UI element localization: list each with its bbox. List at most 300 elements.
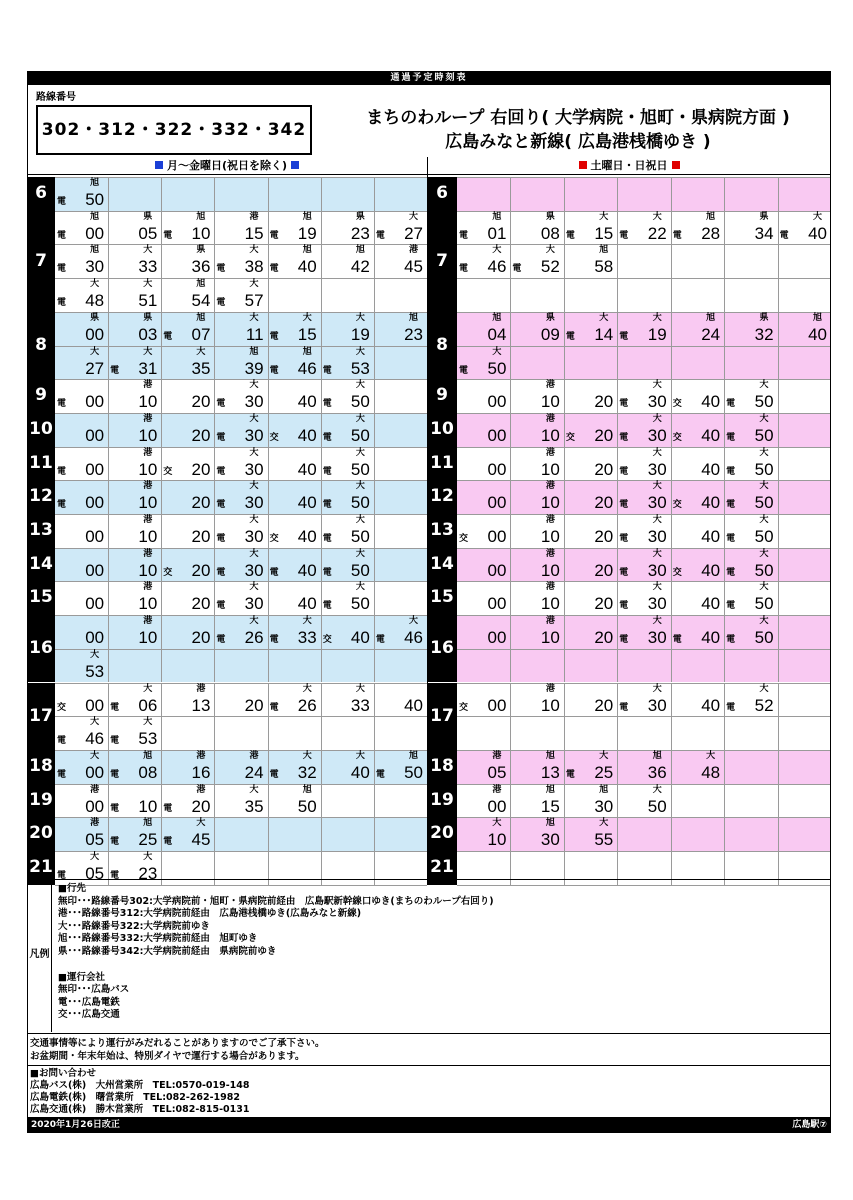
departure-entry — [564, 750, 617, 783]
departure-entry — [55, 817, 108, 850]
departure-minute: 00 — [487, 425, 507, 445]
departure-minute: 46 — [297, 358, 317, 378]
column-divider — [724, 817, 725, 851]
departure-entry — [321, 413, 374, 446]
departure-entry — [457, 244, 510, 277]
operator-mark: 交 — [672, 432, 682, 443]
departure-minute: 40 — [297, 257, 317, 277]
departure-minute: 20 — [191, 594, 211, 614]
destination-mark: 大 — [355, 380, 365, 391]
departure-entry — [268, 750, 321, 783]
departure-entry — [617, 615, 670, 648]
row-divider — [55, 649, 427, 650]
departure-entry — [321, 615, 374, 648]
departure-minute: 33 — [350, 695, 370, 715]
departure-minute: 11 — [245, 324, 264, 344]
hour-cell: 6 — [427, 177, 457, 211]
destination-mark: 大 — [599, 211, 609, 222]
contact-title: ■お問い合わせ — [30, 1068, 96, 1079]
column-divider — [724, 784, 725, 818]
operator-mark: 電 — [57, 500, 67, 511]
departure-minute: 53 — [350, 358, 370, 378]
departure-minute: 50 — [754, 628, 774, 648]
departure-entry — [564, 244, 617, 277]
hour-cell: 12 — [27, 480, 55, 514]
column-divider — [321, 817, 322, 851]
hour-cell: 18 — [27, 750, 55, 784]
column-divider — [778, 413, 779, 447]
destination-mark: 旭 — [302, 245, 312, 256]
operator-mark: 電 — [110, 803, 120, 814]
operator-mark: 電 — [216, 567, 226, 578]
departure-entry — [55, 683, 108, 716]
departure-entry — [321, 514, 374, 547]
departure-minute: 50 — [754, 527, 774, 546]
departure-entry — [108, 312, 161, 345]
departure-entry — [161, 817, 214, 850]
operator-mark: 電 — [216, 264, 226, 275]
departure-minute: 27 — [85, 358, 105, 378]
departure-minute: 10 — [540, 392, 560, 412]
departure-minute: 26 — [297, 695, 317, 715]
operator-mark: 電 — [110, 837, 120, 848]
destination-mark: 大 — [759, 481, 769, 492]
departure-minute: 52 — [754, 695, 774, 715]
note-line: お盆期間・年末年始は、特別ダイヤで運行する場合があります。 — [30, 1051, 305, 1062]
destination-mark: 県 — [196, 245, 206, 256]
destination-mark: 大 — [249, 616, 259, 627]
destination-mark: 県 — [90, 312, 100, 323]
destination-mark: 旭 — [492, 312, 502, 323]
operator-mark: 電 — [375, 230, 385, 241]
destination-mark: 大 — [143, 717, 153, 728]
operator-mark: 電 — [57, 399, 67, 410]
operator-mark: 電 — [565, 230, 575, 241]
destination-mark: 港 — [545, 582, 555, 593]
departure-minute: 00 — [487, 560, 507, 580]
departure-minute: 40 — [297, 459, 317, 479]
column-divider — [374, 548, 375, 582]
operator-mark: 電 — [269, 702, 279, 713]
destination-mark: 大 — [249, 481, 259, 492]
departure-minute: 30 — [540, 830, 560, 850]
departure-entry — [55, 581, 108, 614]
departure-minute: 25 — [138, 830, 158, 850]
departure-minute: 30 — [647, 628, 667, 648]
operator-mark: 電 — [216, 399, 226, 410]
destination-mark: 大 — [249, 582, 259, 593]
departure-entry — [161, 211, 214, 244]
destination-mark: 港 — [143, 616, 153, 627]
departure-entry — [671, 683, 724, 716]
departure-entry — [724, 379, 777, 412]
row-divider — [457, 851, 831, 852]
hour-cell: 9 — [27, 379, 55, 413]
destination-mark: 県 — [355, 211, 365, 222]
departure-entry — [724, 615, 777, 648]
departure-entry — [374, 750, 427, 783]
destination-mark: 港 — [196, 750, 206, 761]
departure-entry — [55, 312, 108, 345]
departure-minute: 10 — [138, 392, 158, 412]
destination-mark: 大 — [355, 515, 365, 525]
destination-mark: 大 — [599, 312, 609, 323]
departure-minute: 10 — [540, 493, 560, 513]
departure-minute: 01 — [487, 223, 507, 243]
destination-line: 大･･･路線番号322:大学病院前ゆき — [58, 920, 210, 932]
departure-minute: 10 — [540, 628, 560, 648]
departure-entry — [457, 817, 510, 850]
departure-entry — [321, 581, 374, 614]
departure-entry — [108, 211, 161, 244]
departure-entry — [564, 784, 617, 817]
hour-cell: 18 — [427, 750, 457, 784]
departure-minute: 14 — [594, 324, 614, 344]
departure-minute: 46 — [404, 628, 423, 648]
departure-minute: 50 — [297, 796, 317, 816]
departure-minute: 40 — [701, 628, 721, 648]
departure-entry — [214, 514, 267, 547]
departure-entry — [617, 750, 670, 783]
departure-entry — [617, 480, 670, 513]
departure-entry — [564, 211, 617, 244]
departure-entry — [671, 750, 724, 783]
column-divider — [778, 480, 779, 514]
departure-minute: 00 — [487, 527, 507, 546]
departure-minute: 54 — [191, 291, 211, 311]
departure-minute: 20 — [191, 459, 211, 479]
departure-minute: 30 — [647, 560, 667, 580]
destination-mark: 旭 — [599, 784, 609, 795]
hour-cell: 14 — [27, 548, 55, 582]
holiday-day-label: 土曜日・日祝日 — [590, 159, 668, 172]
destination-mark: 大 — [652, 683, 662, 694]
departure-minute: 34 — [754, 223, 774, 243]
operator-mark: 電 — [726, 702, 736, 713]
operator-mark: 電 — [322, 466, 332, 477]
destination-mark: 旭 — [545, 784, 555, 795]
destination-mark: 大 — [759, 515, 769, 525]
departure-entry — [55, 548, 108, 581]
square-marker-icon — [155, 161, 163, 169]
operator-line: 無印･･･広島バス — [58, 984, 130, 996]
column-divider — [321, 177, 322, 211]
operator-mark: 電 — [322, 500, 332, 511]
departure-minute: 30 — [647, 459, 667, 479]
operator-mark: 電 — [163, 837, 173, 848]
departure-entry — [510, 413, 563, 446]
departure-minute: 10 — [138, 459, 158, 479]
destination-mark: 港 — [408, 245, 418, 256]
weekday-day-label: 月～金曜日(祝日を除く) — [166, 159, 288, 172]
operator-mark: 電 — [269, 567, 279, 578]
column-divider — [374, 413, 375, 447]
departure-entry — [268, 413, 321, 446]
operator-mark: 電 — [512, 264, 522, 275]
top-label: 通過予定時刻表 — [27, 71, 831, 85]
destination-mark: 大 — [355, 582, 365, 593]
destination-mark: 大 — [355, 312, 365, 323]
operator-mark: 電 — [322, 534, 332, 544]
destination-mark: 港 — [545, 616, 555, 627]
departure-minute: 10 — [191, 223, 211, 243]
departure-entry — [724, 211, 777, 244]
destination-mark: 県 — [545, 312, 555, 323]
departure-minute: 35 — [244, 796, 264, 816]
departure-minute: 53 — [138, 729, 158, 749]
departure-entry — [161, 346, 214, 379]
operator-mark: 交 — [672, 399, 682, 410]
departure-entry — [724, 683, 777, 716]
operator-mark: 電 — [726, 601, 736, 612]
destination-mark: 旭 — [492, 211, 502, 222]
destination-mark: 大 — [652, 380, 662, 391]
departure-entry — [108, 447, 161, 480]
destination-mark: 大 — [355, 447, 365, 458]
departure-entry — [268, 480, 321, 513]
departure-entry — [55, 649, 108, 682]
destination-mark: 港 — [545, 413, 555, 424]
departure-minute: 50 — [350, 493, 370, 513]
departure-entry — [55, 379, 108, 412]
operator-mark: 電 — [459, 264, 469, 275]
operator-mark: 電 — [565, 769, 575, 780]
destination-mark: 旭 — [143, 818, 153, 829]
destination-mark: 大 — [652, 548, 662, 559]
departure-minute: 36 — [191, 257, 211, 277]
hour-band — [55, 177, 427, 211]
departure-entry — [214, 312, 267, 345]
departure-minute: 10 — [138, 628, 158, 648]
departure-minute: 00 — [85, 324, 105, 344]
departure-entry — [214, 447, 267, 480]
destination-mark: 港 — [545, 380, 555, 391]
destination-mark: 大 — [759, 447, 769, 458]
departure-entry — [564, 447, 617, 480]
hour-cell: 7 — [27, 211, 55, 312]
departure-minute: 10 — [540, 425, 560, 445]
departure-entry — [268, 447, 321, 480]
departure-entry — [321, 379, 374, 412]
operator-mark: 電 — [269, 331, 279, 342]
destination-mark: 旭 — [196, 211, 206, 222]
departure-entry — [457, 581, 510, 614]
operator-mark: 電 — [216, 298, 226, 309]
operator-line: 電･･･広島電鉄 — [58, 996, 120, 1008]
departure-entry — [161, 447, 214, 480]
column-divider — [778, 514, 779, 548]
destination-mark: 旭 — [545, 818, 555, 829]
departure-entry — [214, 413, 267, 446]
departure-minute: 19 — [350, 324, 370, 344]
departure-entry — [321, 683, 374, 716]
departure-entry — [214, 244, 267, 277]
departure-entry — [510, 548, 563, 581]
departure-entry — [374, 312, 427, 345]
departure-entry — [671, 379, 724, 412]
departure-minute: 42 — [350, 257, 370, 277]
operator-mark: 交 — [269, 534, 279, 544]
destination-mark: 大 — [143, 346, 153, 357]
column-divider — [321, 784, 322, 818]
destination-mark: 旭 — [90, 211, 100, 222]
operator-mark: 電 — [57, 769, 67, 780]
operator-mark: 電 — [459, 230, 469, 241]
operator-mark: 電 — [216, 534, 226, 544]
departure-entry — [457, 447, 510, 480]
departure-minute: 50 — [754, 425, 774, 445]
column-divider — [374, 514, 375, 548]
destination-line: 無印･･･路線番号302:大学病院前・旭町・県病院前経由 広島駅新幹線口ゆき(まちのわループ右回り) — [58, 895, 494, 907]
departure-minute: 30 — [244, 425, 264, 445]
departure-minute: 50 — [350, 392, 370, 412]
departure-minute: 16 — [191, 762, 211, 782]
departure-minute: 40 — [701, 594, 721, 614]
hour-cell: 21 — [427, 851, 457, 885]
hour-cell: 14 — [427, 548, 457, 582]
departure-entry — [108, 716, 161, 749]
departure-minute: 30 — [594, 796, 614, 816]
destination-mark: 大 — [196, 818, 206, 829]
departure-minute: 51 — [138, 291, 158, 311]
departure-minute: 40 — [297, 560, 317, 580]
departure-minute: 03 — [138, 324, 158, 344]
destination-mark: 大 — [545, 245, 555, 256]
departure-entry — [457, 211, 510, 244]
departure-entry — [214, 548, 267, 581]
departure-entry — [161, 413, 214, 446]
departure-entry — [510, 581, 563, 614]
departure-entry — [374, 683, 427, 716]
destination-mark: 港 — [143, 413, 153, 424]
square-marker-icon — [672, 161, 680, 169]
operator-mark: 電 — [619, 534, 629, 544]
departure-minute: 40 — [297, 392, 317, 412]
departure-minute: 53 — [85, 661, 105, 681]
departure-minute: 00 — [85, 223, 105, 243]
departure-entry — [564, 480, 617, 513]
destination-mark: 旭 — [355, 245, 365, 256]
departure-entry — [564, 817, 617, 850]
operator-mark: 交 — [163, 466, 173, 477]
departure-entry — [374, 211, 427, 244]
center-divider — [427, 157, 428, 879]
departure-entry — [108, 413, 161, 446]
hour-cell: 15 — [27, 581, 55, 615]
departure-minute: 10 — [540, 560, 560, 580]
operator-mark: 電 — [269, 769, 279, 780]
hour-cell: 10 — [27, 413, 55, 447]
operator-mark: 電 — [269, 230, 279, 241]
hour-cell: 6 — [27, 177, 55, 211]
departure-minute: 40 — [350, 628, 370, 648]
departure-minute: 00 — [85, 459, 105, 479]
hour-cell: 17 — [427, 683, 457, 750]
destination-mark: 大 — [355, 683, 365, 694]
destination-mark: 大 — [355, 750, 365, 761]
departure-minute: 52 — [540, 257, 560, 277]
hour-cell: 12 — [427, 480, 457, 514]
departure-minute: 20 — [191, 425, 211, 445]
destination-mark: 旭 — [143, 750, 153, 761]
departure-minute: 40 — [808, 324, 827, 344]
destination-mark: 大 — [652, 447, 662, 458]
destination-mark: 旭 — [90, 245, 100, 256]
destination-mark: 大 — [652, 582, 662, 593]
departure-minute: 50 — [647, 796, 667, 816]
footer-bar — [27, 1118, 831, 1133]
departure-minute: 57 — [244, 291, 264, 311]
departure-entry — [268, 312, 321, 345]
operator-mark: 電 — [565, 331, 575, 342]
destination-mark: 大 — [355, 481, 365, 492]
destination-line: 港･･･路線番号312:大学病院前経由 広島港桟橋ゆき(広島みなと新線) — [58, 908, 362, 920]
operator-mark: 電 — [269, 264, 279, 275]
departure-entry — [510, 683, 563, 716]
departure-entry — [108, 480, 161, 513]
destination-mark: 大 — [652, 616, 662, 627]
departure-minute: 45 — [191, 830, 211, 850]
operator-mark: 電 — [57, 264, 67, 275]
departure-entry — [55, 480, 108, 513]
timetable-sheet — [27, 71, 831, 1133]
departure-entry — [268, 244, 321, 277]
departure-minute: 20 — [594, 560, 614, 580]
departure-minute: 05 — [138, 223, 158, 243]
destination-mark: 大 — [143, 245, 153, 256]
destination-mark: 県 — [545, 211, 555, 222]
departure-minute: 20 — [594, 459, 614, 479]
departure-minute: 10 — [138, 796, 158, 816]
operator-mark: 電 — [57, 230, 67, 241]
column-divider — [564, 177, 565, 211]
departure-entry — [457, 480, 510, 513]
column-divider — [374, 177, 375, 211]
departure-minute: 20 — [594, 527, 614, 546]
departure-entry — [321, 750, 374, 783]
destination-mark: 大 — [759, 413, 769, 424]
destination-mark: 大 — [249, 279, 259, 290]
destination-line: 旭･･･路線番号332:大学病院前経由 旭町ゆき — [58, 933, 258, 945]
column-divider — [724, 177, 725, 211]
departure-minute: 19 — [297, 223, 317, 243]
departure-minute: 50 — [350, 594, 370, 614]
operator-mark: 電 — [216, 500, 226, 511]
departure-entry — [671, 480, 724, 513]
destination-mark: 旭 — [302, 211, 312, 222]
notes-section — [27, 1034, 831, 1066]
operator-mark: 電 — [110, 871, 120, 881]
operator-mark: 交 — [269, 432, 279, 443]
departure-entry — [510, 480, 563, 513]
departure-entry — [108, 817, 161, 850]
route-number-label: 路線番号 — [36, 92, 76, 103]
destination-mark: 港 — [143, 582, 153, 593]
departure-minute: 20 — [594, 425, 614, 445]
operator-mark: 電 — [216, 601, 226, 612]
departure-entry — [55, 278, 108, 311]
destination-mark: 港 — [545, 447, 555, 458]
departure-entry — [510, 312, 563, 345]
hour-cell: 20 — [427, 817, 457, 851]
operator-mark: 電 — [619, 601, 629, 612]
departure-entry — [268, 379, 321, 412]
destination-mark: 港 — [492, 750, 502, 761]
departure-minute: 07 — [191, 324, 211, 344]
departure-entry — [214, 480, 267, 513]
operator-mark: 電 — [110, 769, 120, 780]
destination-mark: 大 — [599, 818, 609, 829]
